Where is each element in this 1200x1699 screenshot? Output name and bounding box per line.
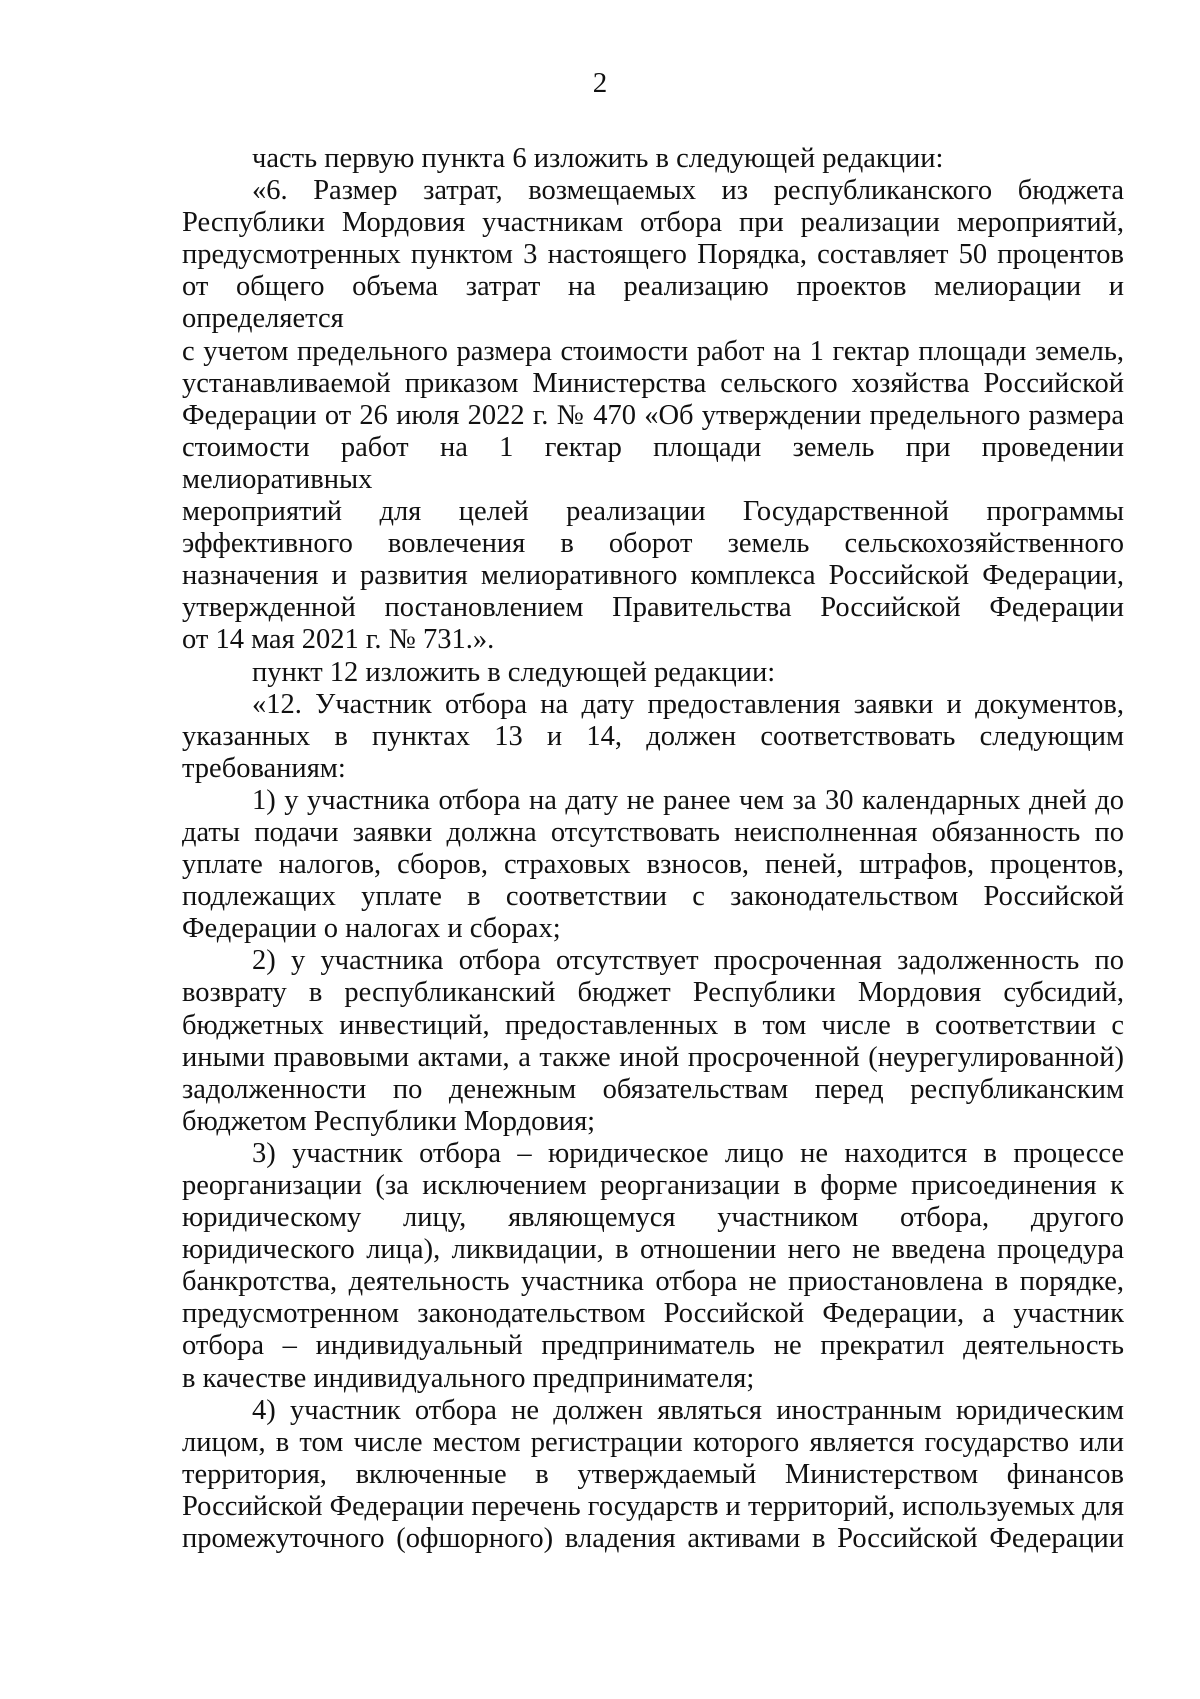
text-line: отбора – индивидуальный предприниматель не прекратил деятельность	[182, 1330, 1124, 1362]
document-body	[182, 143, 1124, 1555]
text-line: задолженности по денежным обязательствам перед республиканским	[182, 1073, 1124, 1105]
text-line: возврату в республиканский бюджет Республики Мордовия субсидий,	[182, 977, 1124, 1009]
text-line: в качестве индивидуального предпринимателя;	[182, 1362, 755, 1394]
text-line: эффективного вовлечения в оборот земель сельскохозяйственного	[182, 528, 1124, 560]
paragraph	[182, 1138, 1124, 1395]
paragraph	[182, 175, 1124, 656]
text-line: мероприятий для целей реализации Государственной программы	[182, 496, 1124, 528]
text-line: стоимости работ на 1 гектар площади земель при проведении мелиоративных	[182, 431, 1124, 495]
text-line: 4) участник отбора не должен являться иностранным юридическим	[252, 1394, 1124, 1426]
text-line: промежуточного (офшорного) владения активами в Российской Федерации	[182, 1523, 1124, 1555]
text-line: Федерации от 26 июля 2022 г. № 470 «Об утверждении предельного размера	[182, 399, 1124, 431]
text-line: юридическому лицу, являющемуся участником отбора, другого	[182, 1202, 1124, 1234]
paragraph	[182, 1395, 1124, 1555]
text-line: часть первую пункта 6 изложить в следующей редакции:	[252, 143, 944, 174]
page-number: 2	[592, 67, 608, 99]
text-line: от 14 мая 2021 г. № 731.».	[182, 624, 495, 656]
paragraph	[182, 657, 1124, 689]
text-line: иными правовыми актами, а также иной просроченной (неурегулированной)	[182, 1041, 1124, 1073]
text-line: утвержденной постановлением Правительства Российской Федерации	[182, 592, 1124, 624]
text-line: юридического лица), ликвидации, в отношении него не введена процедура	[182, 1234, 1124, 1266]
text-line: 3) участник отбора – юридическое лицо не находится в процессе	[252, 1137, 1124, 1169]
paragraph	[182, 143, 1124, 175]
paragraph	[182, 785, 1124, 945]
text-line: «12. Участник отбора на дату предоставления заявки и документов,	[252, 688, 1124, 720]
text-line: Республики Мордовия участникам отбора при реализации мероприятий,	[182, 207, 1124, 239]
text-line: предусмотренных пунктом 3 настоящего Порядка, составляет 50 процентов	[182, 239, 1124, 271]
text-line: банкротства, деятельность участника отбора не приостановлена в порядке,	[182, 1266, 1124, 1298]
text-line: бюджетных инвестиций, предоставленных в том числе в соответствии с	[182, 1009, 1124, 1041]
text-line: пункт 12 изложить в следующей редакции:	[252, 656, 776, 688]
text-line: 1) у участника отбора на дату не ранее чем за 30 календарных дней до	[252, 784, 1124, 816]
text-line: лицом, в том числе местом регистрации которого является государство или	[182, 1426, 1124, 1458]
text-line: бюджетом Республики Мордовия;	[182, 1105, 596, 1137]
text-line: «6. Размер затрат, возмещаемых из республиканского бюджета	[252, 175, 1124, 207]
text-line: подлежащих уплате в соответствии с законодательством Российской	[182, 881, 1124, 913]
text-line: реорганизации (за исключением реорганизации в форме присоединения к	[182, 1170, 1124, 1201]
text-line: территория, включенные в утверждаемый Министерством финансов	[182, 1458, 1124, 1490]
paragraph	[182, 945, 1124, 1138]
text-line: 2) у участника отбора отсутствует просроченная задолженность по	[252, 945, 1124, 977]
text-line: устанавливаемой приказом Министерства сельского хозяйства Российской	[182, 367, 1124, 399]
text-line: назначения и развития мелиоративного комплекса Российской Федерации,	[182, 560, 1124, 592]
text-line: Федерации о налогах и сборах;	[182, 913, 561, 945]
text-line: указанных в пунктах 13 и 14, должен соответствовать следующим	[182, 720, 1124, 752]
text-line: даты подачи заявки должна отсутствовать неисполненная обязанность по	[182, 816, 1124, 848]
text-line: Российской Федерации перечень государств и территорий, используемых для	[182, 1490, 1124, 1522]
text-line: с учетом предельного размера стоимости работ на 1 гектар площади земель,	[182, 335, 1124, 367]
text-line: предусмотренном законодательством Российской Федерации, а участник	[182, 1298, 1124, 1330]
text-line: требованиям:	[182, 752, 346, 784]
paragraph	[182, 689, 1124, 785]
text-line: от общего объема затрат на реализацию проектов мелиорации и определяется	[182, 271, 1124, 335]
text-line: уплате налогов, сборов, страховых взносов, пеней, штрафов, процентов,	[182, 849, 1124, 881]
